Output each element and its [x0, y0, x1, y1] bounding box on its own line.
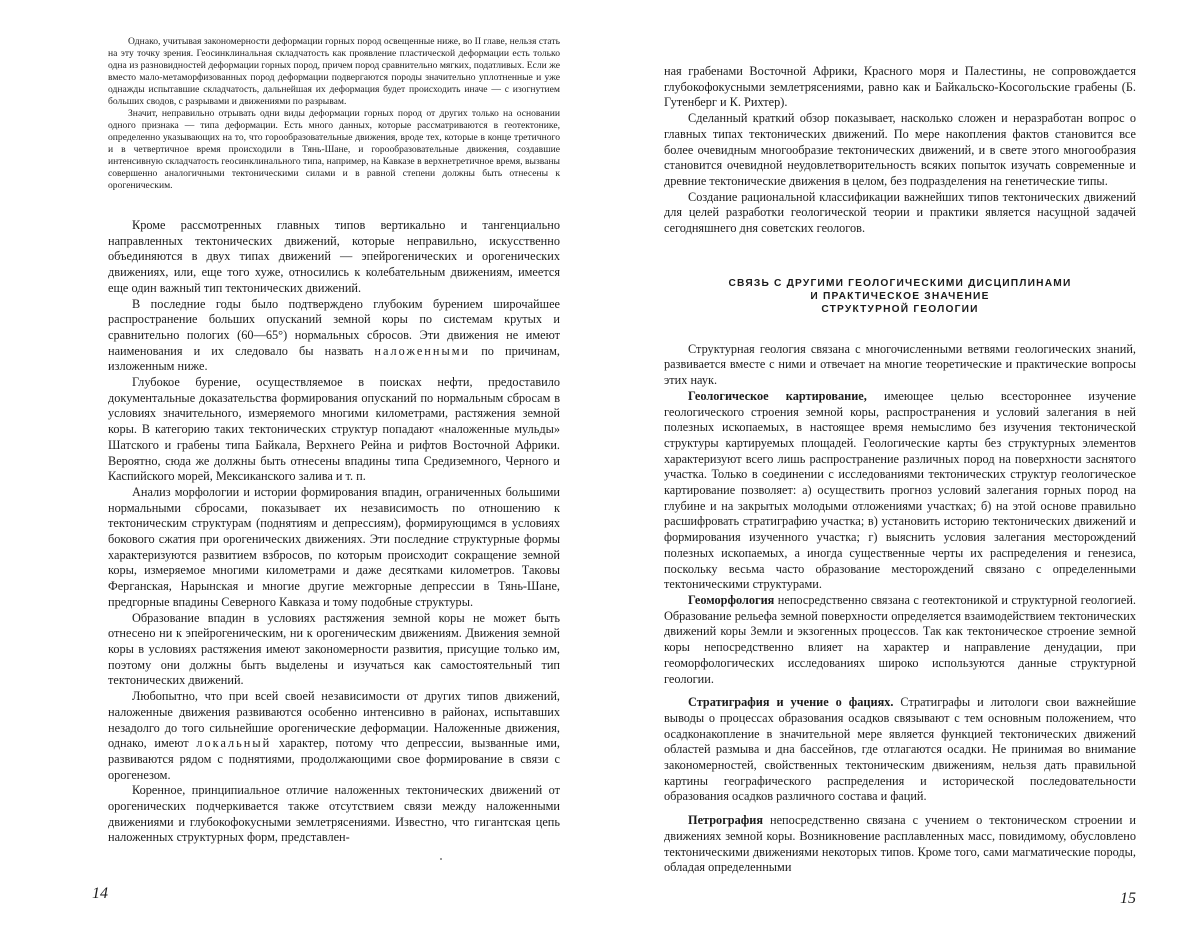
right-page — [600, 0, 1200, 928]
paragraph: Создание рациональной классификации важнейших типов тектонических движений для целей разработки геологической теории и практики является насущной задачей сегодняшнего дня советских геологов. — [664, 189, 1136, 236]
paragraph: Геоморфология непосредственно связана с геотектоникой и структурной геологией. Образование рельефа земной поверхности определяется взаимодействием тектонических движений коры Земли и экзогенных процессов. Так как тектоническое строение земной коры непосредственно влияет на характер и направление денудации, при геоморфологических исследованиях широко используются данные структурной геологии. — [664, 592, 1136, 686]
spaced-term: наложенными — [374, 343, 471, 358]
paragraph: Стратиграфия и учение о фациях. Стратиграфы и литологи свои важнейшие выводы о процессах образования осадков связывают с тем основным положением, что осадконакопление в значительной мере является функцией тектонических движений областей размыва и дна бассейнов, где отлагаются осадки. Не принимая во внимание закономерностей, свойственных тектоническим движениям, нельзя дать правильной картины географического распределения и исторической последовательности образования осадков различного состава и фаций. — [664, 695, 1136, 804]
paragraph: Анализ морфологии и истории формирования впадин, ограниченных большими нормальными сбросами, показывает их независимость по отношению к тектоническим структурам (поднятиям и депрессиям), формирующимся в условиях бокового сжатия при орогенических движениях. Эти последние структурные формы характеризуются развитием взбросов, по которым происходит сокращение земной коры, измеряемое многими километрами и даже десятками километров. Таковы Ферганская, Нарынская и многие другие межгорные депрессии в Тянь-Шане, предгорные впадины Северного Кавказа и тому подобные структуры. — [108, 484, 560, 609]
page-number-left: 14 — [92, 885, 108, 902]
term-geological-mapping: Геологическое картирование, — [688, 388, 867, 403]
term-petrography: Петрография — [688, 813, 764, 828]
term-geomorphology: Геоморфология — [688, 592, 775, 607]
spaced-term: локальный — [196, 736, 272, 751]
continued-paragraph: ная грабенами Восточной Африки, Красного моря и Палестины, не сопровождается глубокофокусными землетрясениями, равно как и Байкальско-Косогольские грабены (Б. Гутенберг и К. Рихтер). — [664, 64, 1136, 110]
paragraph: Петрография непосредственно связана с учением о тектоническом строении и движениях земной коры. Возникновение расплавленных масс, повидимому, обусловлено тектоническими движениями некоторых типов. Кроме того, сами магматические породы, обладая определенными — [664, 813, 1136, 875]
page-number-right: 15 — [1120, 890, 1136, 907]
right-section-text — [664, 342, 1136, 876]
right-top-text — [664, 64, 1136, 237]
small-print-block — [108, 36, 560, 192]
heading-line: СТРУКТУРНОЙ ГЕОЛОГИИ — [821, 303, 979, 315]
paragraph: Структурная геология связана с многочисленными ветвями геологических знаний, развивается вместе с ними и отвечает на многие теоретические и практические вопросы этих наук. — [664, 341, 1136, 388]
section-heading — [664, 277, 1136, 316]
paragraph: Сделанный краткий обзор показывает, насколько сложен и неразработан вопрос о главных типах тектонических движений. По мере накопления фактов становится все более очевидным многообразие тектонических движений, и в свете этого многообразия становится очевидной неудовлетворительность всяких попыток изучать современные и древние тектонические движения в целом, без подразделения на генетические типы. — [664, 111, 1136, 188]
term-stratigraphy: Стратиграфия и учение о фациях. — [688, 695, 894, 710]
left-body-text — [108, 218, 560, 846]
small-paragraph: Однако, учитывая закономерности деформации горных пород освещенные ниже, во II главе, нельзя стать на эту точку зрения. Геосинклинальная складчатость как проявление пластической деформации есть только одна из разновидностей деформации горных пород, причем пород сравнительно мягких, податливых. Если же вместо мало-метаморфизованных пород деформации подвергаются породы значительно уплотненные и уже однажды испытавшие складчатость, дальнейшая их деформация будет происходить иначе — с изогнутием больших сводов, с разрывами и движениями по разрывам. — [108, 36, 560, 107]
paragraph: Образование впадин в условиях растяжения земной коры не может быть отнесено ни к эпейрогеническим, ни к орогеническим движениям. Движения земной коры в условиях растяжения имеют закономерности развития, присущие только им, поэтому они должны быть выделены и изучаться как самостоятельный тип тектонических движений. — [108, 610, 560, 688]
paragraph: Глубокое бурение, осуществляемое в поисках нефти, предоставило документальные доказательства формирования опусканий по нормальным сбросам в условиях значительного, измеряемого многими километрами, растяжения земной коры. В категорию таких тектонических структур попадают «наложенные мульды» Шатского и грабены типа Байкала, Верхнего Рейна и рифтов Восточной Африки. Вероятно, сюда же должны быть отнесены впадины типа Средиземного, Черного и Каспийского морей, Мексиканского залива и т. п. — [108, 375, 560, 484]
heading-line: СВЯЗЬ С ДРУГИМИ ГЕОЛОГИЧЕСКИМИ ДИСЦИПЛИНАМИ — [728, 277, 1072, 289]
paragraph: В последние годы было подтверждено глубоким бурением широчайшее распространение больших опусканий земной коры по системам крутых и сравнительно пологих (60—65°) нормальных сбросов. Эти движения не имеют наименования и их следовало бы назвать наложенными по причинам, изложенным ниже. — [108, 296, 560, 374]
heading-line: И ПРАКТИЧЕСКОЕ ЗНАЧЕНИЕ — [810, 290, 990, 302]
paragraph: Кроме рассмотренных главных типов вертикально и тангенциально направленных тектонических движений, которые неправильно, искусственно объединяются в двух типах движений — эпейрогенических и орогенических движениях, или, еще того хуже, относились к колебательным движениям, имеется еще один важный тип тектонических движений. — [108, 218, 560, 295]
scan-speck — [440, 858, 442, 860]
paragraph: Любопытно, что при всей своей независимости от других типов движений, наложенные движения развиваются особенно интенсивно в районах, испытавших незадолго до того сильнейшие орогенические деформации. Наложенные движения, однако, имеют локальный характер, потому что депрессии, вызванные ими, развиваются рядом с поднятиями, продолжающими свое формирование в связи с орогенезом. — [108, 689, 560, 782]
paragraph: Геологическое картирование, имеющее целью всестороннее изучение геологического строения земной коры, распространения и условий залегания в ней полезных ископаемых, в настоящее время немыслимо без изучения тектонической структуры картируемых площадей. Геологические карты без структурных элементов характеризуют всего лишь распространение различных пород на поверхности заснятого участка. Только в соединении с исследованиями тектонических структур геологическое картирование позволяет: а) осуществить прогноз условий залегания горных пород на глубине и на закрытых молодыми отложениями участках; б) на этой основе правильно расшифровать стратиграфию участка; в) установить историю тектонических движений и формирования изученного участка; г) выяснить условия залегания месторождений полезных ископаемых, а иногда существенные черты их распределения и генезиса, поскольку весьма часто образование месторождений связано с определенными тектоническими структурами. — [664, 388, 1136, 592]
small-paragraph: Значит, неправильно отрывать одни виды деформации горных пород от других только на основании одного признака — типа деформации. Есть много данных, которые рассматриваются в геотектонике, определенно указывающих на то, что горообразовательные движения, вроде тех, которые в конце третичного и в четвертичное время происходили в Тянь-Шане, и горообразовательные движения, создавшие интенсивную складчатость геосинклинального типа, например, на Кавказе в верхнетретичное время, вызваны совершенно аналогичными тектоническими силами и в равной степени должны быть отнесены к орогеническим. — [108, 108, 560, 191]
paragraph: Коренное, принципиальное отличие наложенных тектонических движений от орогенических подчеркивается также отсутствием связи между наложенными движениями и глубокофокусными землетрясениями. Известно, что гигантская цепь наложенных структурных форм, представлен- — [108, 783, 560, 845]
